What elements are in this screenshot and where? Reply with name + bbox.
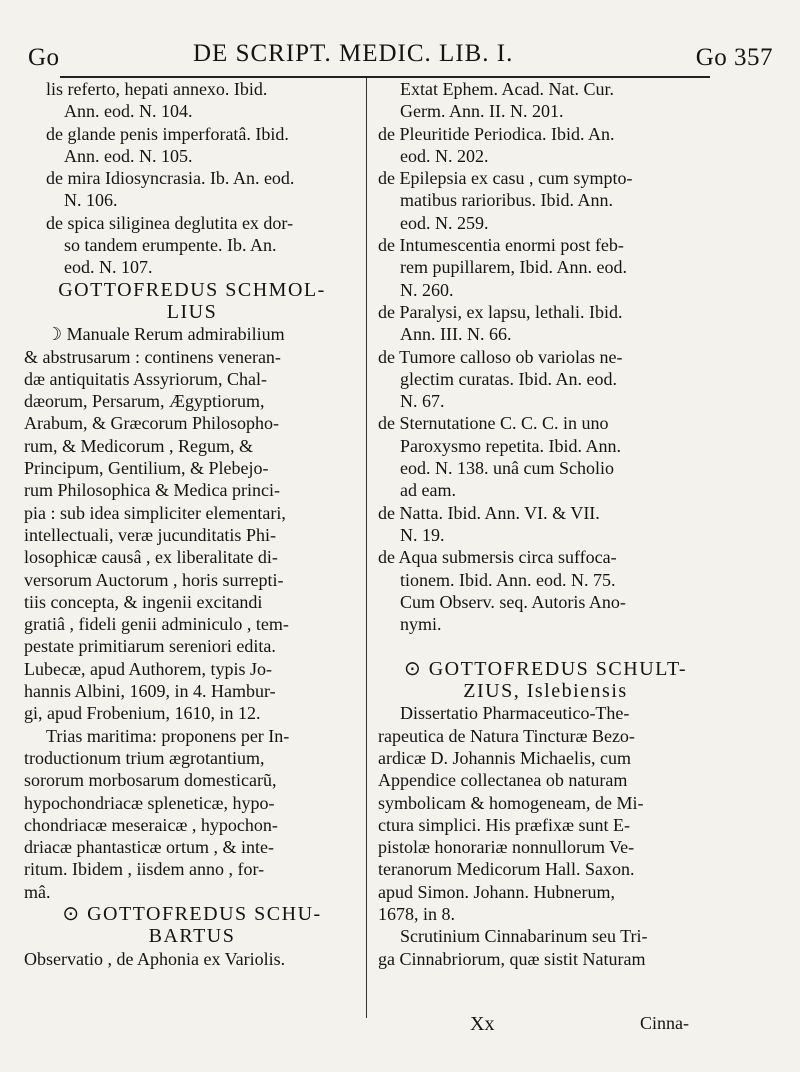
text-line: driacæ phantasticæ ortum , & inte- [24,837,274,858]
entry-heading-line: ⊙ GOTTOFREDUS SCHU- [62,902,322,925]
text-line: Ann. eod. N. 104. [64,101,193,122]
text-line: so tandem erumpente. Ib. An. [64,235,277,256]
column-divider [366,78,367,1018]
text-line: Trias maritima: proponens per In- [46,725,290,746]
text-line: eod. N. 138. unâ cum Scholio [400,458,614,479]
text-line: mâ. [24,881,51,902]
text-line: ☽ Manuale Rerum admirabilium [46,324,285,345]
text-line: de Sternutatione C. C. C. in uno [378,413,609,434]
text-line: Ann. eod. N. 105. [64,145,193,166]
text-line: symbolicam & homogeneam, de Mi- [378,792,644,813]
text-line: & abstrusarum : continens veneran- [24,346,281,367]
text-line: N. 106. [64,190,118,211]
text-line: pistolæ honorariæ nonnullorum Ve- [378,837,635,858]
running-title: DE SCRIPT. MEDIC. LIB. I. [193,40,514,67]
text-line: Germ. Ann. II. N. 201. [400,101,564,122]
text-line: troductionum trium ægrotantium, [24,747,265,768]
text-line: Arabum, & Græcorum Philosopho- [24,413,279,434]
text-line: Scrutinium Cinnabarinum seu Tri- [400,926,648,947]
text-line: N. 67. [400,391,445,412]
text-line: de Tumore calloso ob variolas ne- [378,346,623,367]
text-line: ad eam. [400,480,456,501]
text-line: apud Simon. Johann. Hubnerum, [378,881,615,902]
text-line: sororum morbosarum domesticarũ, [24,770,277,791]
right-column [378,78,713,970]
text-line: ctura simplici. His præfixæ sunt E- [378,814,630,835]
text-line: de mira Idiosyncrasia. Ib. An. eod. [46,168,295,189]
text-line: gi, apud Frobenium, 1610, in 12. [24,703,261,724]
text-line: pestate primitiarum sereniori edita. [24,636,276,657]
text-line: matibus rarioribus. Ibid. Ann. [400,190,613,211]
header-right-mark: Go [695,44,728,71]
entry-heading-line: LIUS [166,300,218,323]
left-column [24,78,360,970]
text-line: tiis concepta, & ingenii excitandi [24,591,263,612]
text-line: de Paralysi, ex lapsu, lethali. Ibid. [378,301,623,322]
text-line: eod. N. 107. [64,257,153,278]
text-line: Ann. III. N. 66. [400,324,512,345]
text-line: losophicæ causâ , ex liberalitate di- [24,547,278,568]
catchword: Cinna- [640,1013,689,1033]
text-line: ga Cinnabriorum, quæ sistit Naturam [378,948,646,969]
text-line: hypochondriacæ spleneticæ, hypo- [24,792,275,813]
text-line: de glande penis imperforatâ. Ibid. [46,123,289,144]
text-line: pia : sub idea simpliciter elementari, [24,502,286,523]
text-line: chondriacæ meseraicæ , hypochon- [24,814,278,835]
text-line: Lubecæ, apud Authorem, typis Jo- [24,658,272,679]
text-line: hannis Albini, 1609, in 4. Hambur- [24,681,276,702]
page-number: 357 [734,44,773,71]
text-line: eod. N. 202. [400,145,489,166]
text-line: de Pleuritide Periodica. Ibid. An. [378,123,615,144]
text-line [378,635,713,657]
text-line: ardicæ D. Johannis Michaelis, cum [378,747,631,768]
text-line: Dissertatio Pharmaceutico-The- [400,703,630,724]
text-line: lis referto, hepati annexo. Ibid. [46,79,268,99]
text-line: Observatio , de Aphonia ex Variolis. [24,948,286,969]
text-line: Extat Ephem. Acad. Nat. Cur. [400,79,614,99]
text-line: Principum, Gentilium, & Plebejo- [24,458,269,479]
entry-heading-line: GOTTOFREDUS SCHMOL- [58,278,326,301]
text-line: N. 260. [400,279,454,300]
text-line: dæ antiquitatis Assyriorum, Chal- [24,368,267,389]
text-line: versorum Auctorum , horis surrepti- [24,569,284,590]
text-line: de Epilepsia ex casu , cum sympto- [378,168,633,189]
text-line: Appendice collectanea ob naturam [378,770,628,791]
text-line: rem pupillarem, Ibid. Ann. eod. [400,257,627,278]
text-line: gratiâ , fideli genii adminiculo , tem- [24,614,289,635]
text-line: Paroxysmo repetita. Ibid. Ann. [400,435,621,456]
text-line: rapeutica de Natura Tincturæ Bezo- [378,725,635,746]
text-line: teranorum Medicorum Hall. Saxon. [378,859,635,880]
text-line: intellectuali, veræ jucunditatis Phi- [24,524,276,545]
text-line: dæorum, Persarum, Ægyptiorum, [24,391,265,412]
text-line: de Intumescentia enormi post feb- [378,235,624,256]
text-line: de Natta. Ibid. Ann. VI. & VII. [378,502,600,523]
signature-mark: Xx [470,1013,495,1035]
text-line: eod. N. 259. [400,212,489,233]
header-right [696,44,773,72]
entry-heading-line: ZIUS, Islebiensis [463,680,628,703]
text-line: rum Philosophica & Medica princi- [24,480,280,501]
text-line: de spica siliginea deglutita ex dor- [46,212,294,233]
text-line: Cum Observ. seq. Autoris Ano- [400,591,626,612]
running-header [28,40,773,76]
text-line: 1678, in 8. [378,903,456,924]
text-line: tionem. Ibid. Ann. eod. N. 75. [400,569,616,590]
text-line: de Aqua submersis circa suffoca- [378,547,617,568]
text-line: glectim curatas. Ibid. An. eod. [400,368,617,389]
entry-heading-line: BARTUS [148,925,236,948]
text-line: nymi. [400,614,442,635]
entry-heading-line: ⊙ GOTTOFREDUS SCHULT- [403,657,688,680]
text-line: rum, & Medicorum , Regum, & [24,435,253,456]
header-left-mark: Go [28,44,60,71]
text-line: N. 19. [400,524,445,545]
text-line: ritum. Ibidem , iisdem anno , for- [24,859,265,880]
